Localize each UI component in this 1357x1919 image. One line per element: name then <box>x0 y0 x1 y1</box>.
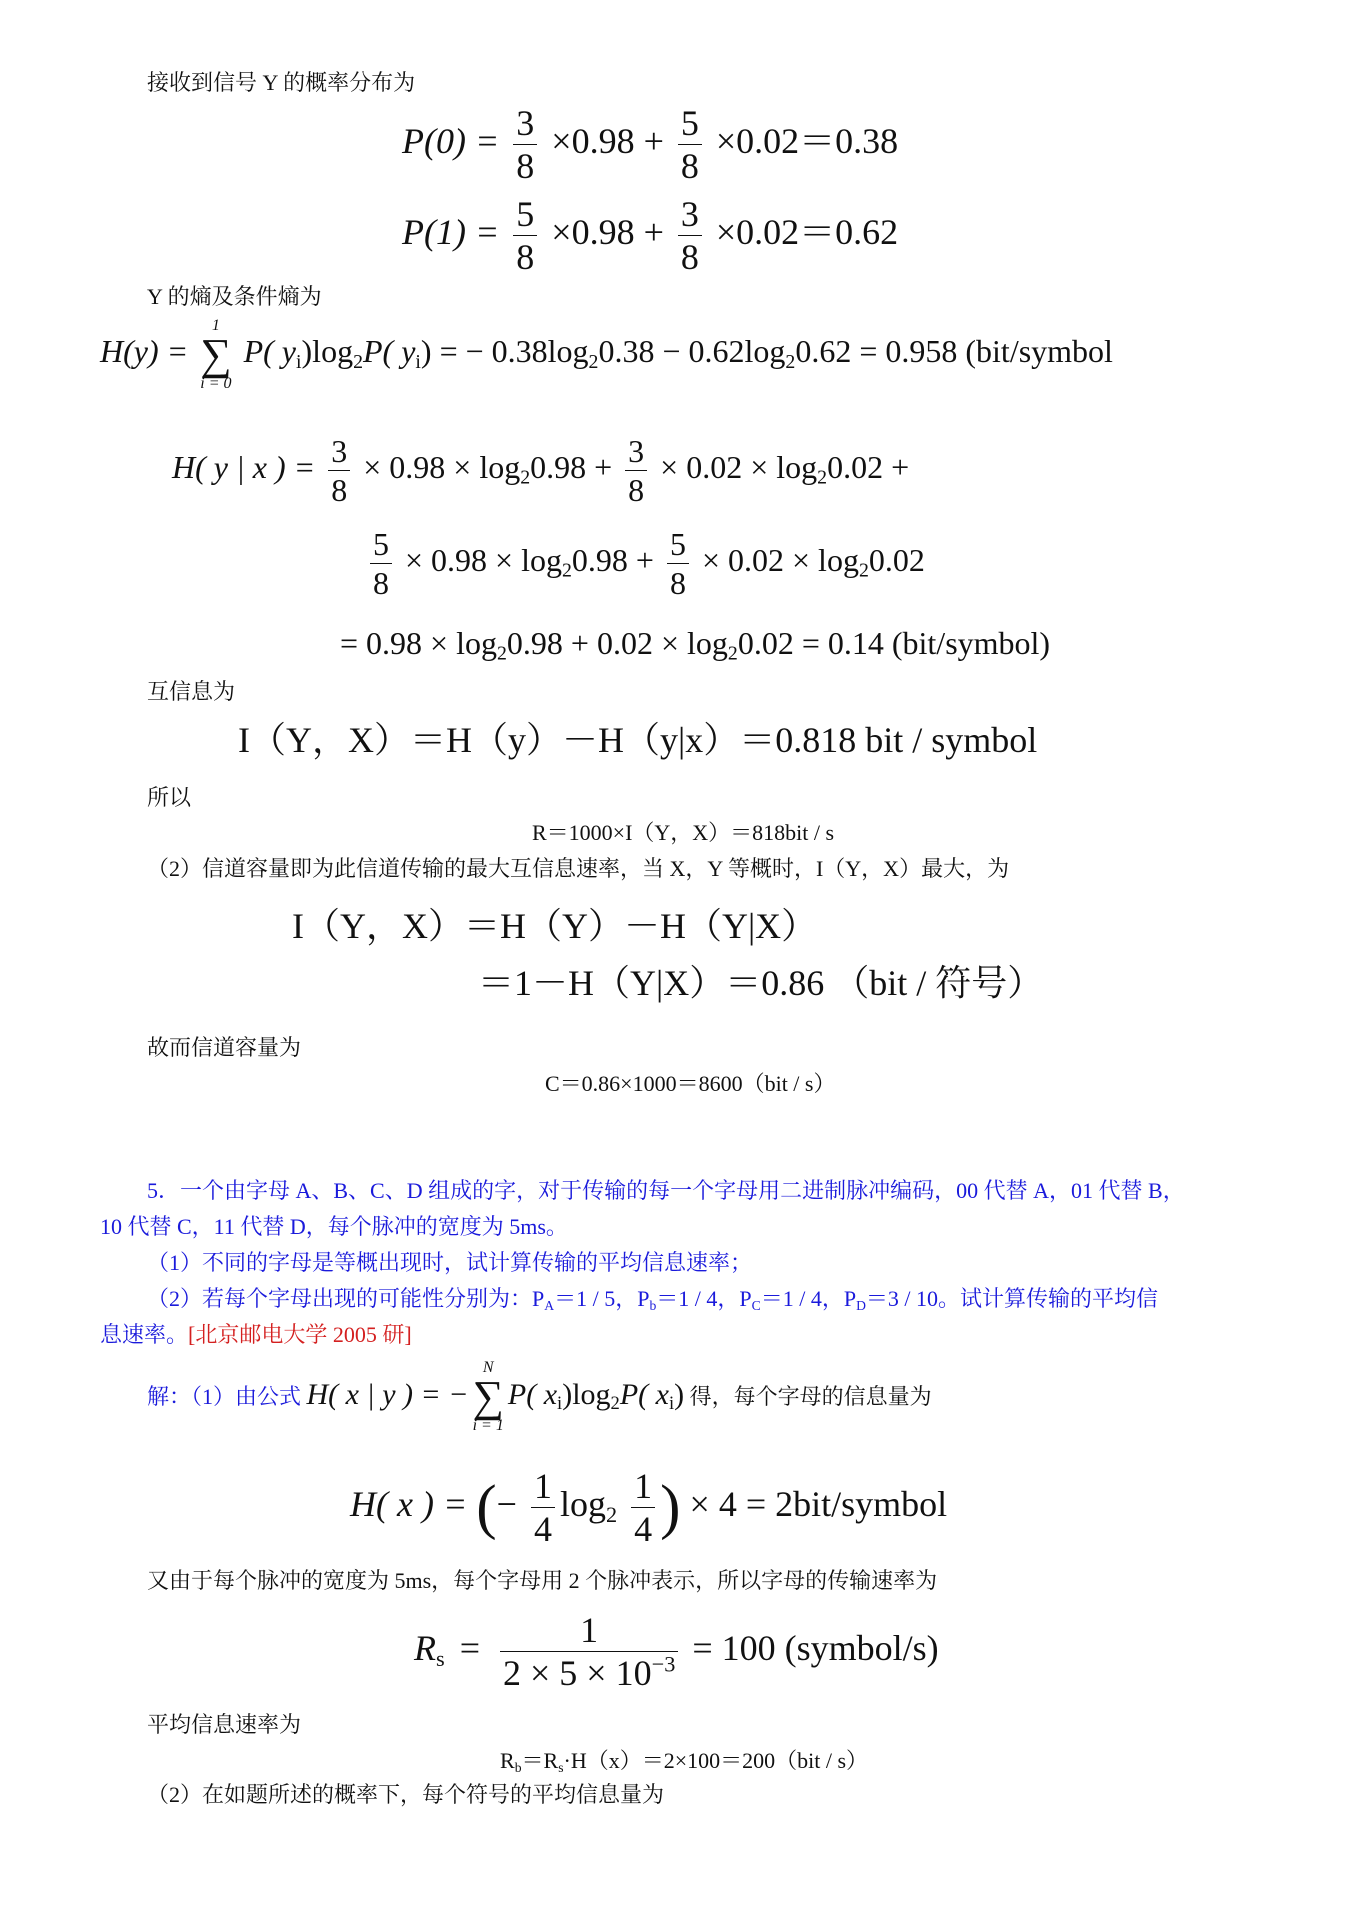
equation-rb: $R_b=R_s\cdot H(x)=2\times 100=200(bit / s)$ <box>500 1748 869 1775</box>
hyx-fraction-1: $\frac{3}{8}$ <box>328 435 350 506</box>
equation-hyx-result: = $0.98 \times \log_20.98 + 0.02 \times \log_20.02 = 0.14$ (bit/symbol) <box>340 625 1051 665</box>
solution-sum-symbol: N ∑ i = 1 <box>472 1359 504 1434</box>
solution-suffix: 得，每个字母的信息量为 <box>689 1383 932 1409</box>
p0-fraction-1: $\frac{3}{8}$ <box>513 105 537 184</box>
intro-y-text: 接收到信号 Y 的概率分布为 <box>147 70 416 95</box>
part2-text: （2）信道容量即为此信道传输的最大互信息速率，当 X，Y 等概时，I（Y，X）最大，为 <box>147 856 1010 881</box>
equation-p1 <box>402 196 898 275</box>
rs-fraction: $\frac{1}{2 \times 5 \times 10^{-3}}$ <box>500 1612 678 1691</box>
avg-rate-intro-text: 平均信息速率为 <box>147 1712 302 1737</box>
sum-symbol: 1 ∑ i = 0 <box>200 317 232 392</box>
question-5-item1: （1）不同的字母是等概出现时，试计算传输的平均信息速率； <box>147 1250 753 1275</box>
hy-rhs: 0.62 = 0.958 (bit/symbol <box>795 333 1113 370</box>
solution-prefix: 解：（1）由公式 <box>147 1383 302 1409</box>
hyx-fraction-2: $\frac{3}{8}$ <box>625 435 647 506</box>
hy-lhs: H(y) = <box>100 333 189 370</box>
p1-rhs: ×0.02＝0.62 <box>715 211 899 252</box>
question-source: [北京邮电大学 2005 研] <box>188 1322 412 1347</box>
equation-hx: H( x ) = (− $\frac{1}{4}$ $\log_2$ $\frac{1}{4}$ ) × 4 = 2bit/symbol <box>350 1466 948 1549</box>
part2-final-text: （2）在如题所述的概率下，每个符号的平均信息量为 <box>147 1782 665 1807</box>
rate-intro-text: 又由于每个脉冲的宽度为 5ms，每个字母用 2 个脉冲表示，所以字母的传输速率为 <box>147 1568 938 1593</box>
p0-middle: ×0.98 + <box>551 120 664 161</box>
p1-middle: ×0.98 + <box>551 211 664 252</box>
p0-rhs: ×0.02＝0.38 <box>715 120 899 161</box>
hyx-lhs: H( y | x ) = <box>172 448 316 485</box>
mutual-intro-text: 互信息为 <box>147 679 236 704</box>
hyx-fraction-3: $\frac{5}{8}$ <box>370 528 392 599</box>
solution-line: 解：（1）由公式 H( x | y ) = − N ∑ i = 1 P( $x_i)\log_2P$( $x_i$) 得，每个字母的信息量为 <box>147 1359 932 1434</box>
entropy-intro-text: Y 的熵及条件熵为 <box>147 284 322 309</box>
equation-c: C＝0.86×1000＝8600（bit / s） <box>545 1071 836 1096</box>
p0-fraction-2: $\frac{5}{8}$ <box>678 105 702 184</box>
p1-fraction-2: $\frac{3}{8}$ <box>678 196 702 275</box>
equation-capacity-1: I（Y，X）＝H（Y）－H（Y|X） <box>292 906 818 946</box>
question-5-item2-line2: 息速率。[北京邮电大学 2005 研] <box>100 1322 412 1347</box>
capacity-intro-text: 故而信道容量为 <box>147 1035 302 1060</box>
hx-fraction-2: $\frac{1}{4}$ <box>631 1468 655 1547</box>
equation-mutual-info: I（Y，X）＝H（y）－H（y|x）＝0.818 bit / symbol <box>238 720 1038 760</box>
equation-capacity-2: ＝1－H（Y|X）＝0.86 （bit / 符号） <box>478 963 1044 1003</box>
equation-rs: $R_s$ = $\frac{1}{2 \times 5 \times 10^{-3}}$ = 100 (symbol/s) <box>414 1610 939 1693</box>
so-label: 所以 <box>147 785 192 810</box>
p0-lhs: P(0) = <box>402 120 500 161</box>
question-5-item2: （2）若每个字母出现的可能性分别为：$P_A=1 / 5$，$P_b=1 / 4$，$P_C=1 / 4$，$P_D=3 / 10$。试计算传输的平均信 <box>147 1286 1159 1313</box>
equation-p0 <box>402 105 898 184</box>
p1-fraction-1: $\frac{5}{8}$ <box>513 196 537 275</box>
hyx-fraction-4: $\frac{5}{8}$ <box>667 528 689 599</box>
equation-r: R＝1000×I（Y，X）＝818bit / s <box>532 820 835 845</box>
question-5-line2: 10 代替 C，11 代替 D，每个脉冲的宽度为 5ms。 <box>100 1214 568 1239</box>
equation-hyx-line1: H( y | x ) = $\frac{3}{8}$ × $0.98 \times \log_20.98$ + $\frac{3}{8}$ × $0.02 \times \log_20.02$ + <box>172 433 910 508</box>
hx-fraction-1: $\frac{1}{4}$ <box>531 1468 555 1547</box>
p1-lhs: P(1) = <box>402 211 500 252</box>
equation-hyx-line2: $\frac{5}{8}$ × $0.98 \times \log_20.98$ + $\frac{5}{8}$ × $0.02 \times \log_20.02$ <box>365 528 925 599</box>
equation-hy: H(y) = 1 ∑ i = 0 P( $y_i)\log_2P$( $y_i$) = − $0.38\log_20.38 - 0.62\log_20.62 = 0.958$ (bit/symbol <box>100 317 1113 392</box>
question-5-line1: 5．一个由字母 A、B、C、D 组成的字，对于传输的每一个字母用二进制脉冲编码，00 代替 A，01 代替 B， <box>147 1178 1185 1203</box>
